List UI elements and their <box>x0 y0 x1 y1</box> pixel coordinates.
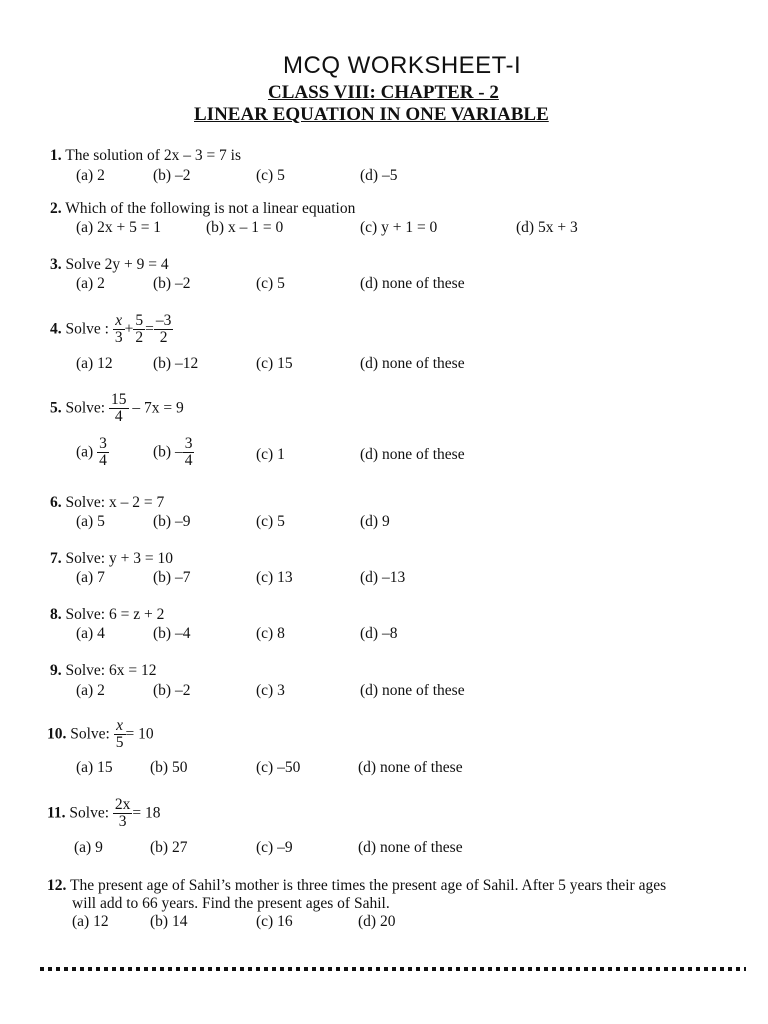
option-b: (b) –2 <box>153 275 191 292</box>
fraction-15-over-4 <box>109 392 129 426</box>
question-7 <box>50 550 173 568</box>
option-a: (a) 12 <box>72 913 109 930</box>
option-a <box>76 436 109 470</box>
option-d: (d) –13 <box>360 569 406 586</box>
fraction-x-over-3 <box>113 313 125 347</box>
question-text: Solve: <box>70 725 110 743</box>
subject-heading: LINEAR EQUATION IN ONE VARIABLE <box>194 104 549 125</box>
question-text: Solve: 6 = z + 2 <box>65 606 165 623</box>
question-number: 9. <box>50 662 62 679</box>
option-d: (d) –8 <box>360 625 398 642</box>
question-text: Solve: x – 2 = 7 <box>65 494 165 511</box>
numerator: 3 <box>184 435 193 452</box>
question-number: 2. <box>50 200 62 217</box>
question-number: 4. <box>50 320 62 338</box>
denominator: 3 <box>114 329 123 347</box>
question-number: 3. <box>50 256 62 273</box>
question-number: 6. <box>50 494 62 511</box>
question-10 <box>47 718 154 752</box>
option-c: (c) 15 <box>256 355 293 372</box>
question-number: 11. <box>47 804 66 822</box>
option-c: (c) –50 <box>256 759 301 776</box>
denominator: 2 <box>135 329 144 347</box>
option-a: (a) 2x + 5 = 1 <box>76 219 162 236</box>
class-chapter-heading: CLASS VIII: CHAPTER - 2 <box>268 82 499 103</box>
question-text: The present age of Sahil’s mother is three times the present age of Sahil. After 5 years their ages <box>69 877 667 894</box>
option-a: (a) 4 <box>76 625 105 642</box>
option-a: (a) 2 <box>76 275 105 292</box>
equals-sign: = <box>145 320 154 338</box>
option-b: (b) –9 <box>153 513 191 530</box>
question-text: The solution of 2x – 3 = 7 is <box>65 147 242 164</box>
numerator: x <box>114 718 126 735</box>
numerator: –3 <box>155 312 172 329</box>
option-b: (b) –4 <box>153 625 191 642</box>
question-9 <box>50 662 156 680</box>
equation-rest: – 7x = 9 <box>132 399 184 417</box>
option-label: (a) <box>76 443 94 461</box>
numerator: 2x <box>114 796 131 813</box>
option-b: (b) 50 <box>150 759 188 776</box>
option-a: (a) 2 <box>76 167 105 184</box>
question-number: 8. <box>50 606 62 623</box>
fraction-3-over-4 <box>97 436 109 470</box>
option-c: (c) 5 <box>256 167 285 184</box>
option-c: (c) 5 <box>256 513 285 530</box>
question-number: 5. <box>50 399 62 417</box>
denominator: 4 <box>99 452 107 470</box>
option-d: (d) none of these <box>360 355 465 372</box>
question-text: Which of the following is not a linear equation <box>65 200 356 217</box>
question-number: 7. <box>50 550 62 567</box>
option-b: (b) –12 <box>153 355 199 372</box>
option-c: (c) 8 <box>256 625 285 642</box>
question-text: Solve: <box>69 804 110 822</box>
question-11 <box>47 797 161 831</box>
fraction-neg3-over-2 <box>154 313 174 347</box>
option-d: (d) none of these <box>358 839 463 856</box>
option-d: (d) none of these <box>360 682 465 699</box>
question-text: Solve: <box>65 399 106 417</box>
question-2 <box>50 200 355 218</box>
question-1 <box>50 147 241 165</box>
option-b: (b) 14 <box>150 913 188 930</box>
option-d: (d) 9 <box>360 513 390 530</box>
fraction-3-over-4 <box>183 436 195 470</box>
option-c: (c) 13 <box>256 569 293 586</box>
option-c: (c) –9 <box>256 839 293 856</box>
question-3 <box>50 256 169 274</box>
option-c: (c) 1 <box>256 446 285 463</box>
fraction-x-over-5 <box>114 718 126 752</box>
option-d: (d) 20 <box>358 913 396 930</box>
denominator: 3 <box>118 813 127 831</box>
option-c: (c) y + 1 = 0 <box>360 219 438 236</box>
question-8 <box>50 606 164 624</box>
numerator: 3 <box>99 435 107 452</box>
equation-rest: = 18 <box>132 804 161 822</box>
option-c: (c) 16 <box>256 913 293 930</box>
option-b: (b) x – 1 = 0 <box>206 219 284 236</box>
question-4 <box>50 313 173 347</box>
option-d: (d) none of these <box>358 759 463 776</box>
fraction-5-over-2 <box>133 313 145 347</box>
dotted-separator <box>40 967 746 971</box>
option-a: (a) 2 <box>76 682 105 699</box>
option-d: (d) –5 <box>360 167 398 184</box>
option-b: (b) –2 <box>153 682 191 699</box>
question-6 <box>50 494 164 512</box>
option-d: (d) none of these <box>360 275 465 292</box>
denominator: 5 <box>115 734 124 752</box>
option-a: (a) 12 <box>76 355 113 372</box>
denominator: 4 <box>114 408 123 426</box>
question-number: 12. <box>47 877 67 894</box>
denominator: 4 <box>184 452 193 470</box>
question-number: 10. <box>47 725 67 743</box>
question-text: Solve : <box>65 320 109 338</box>
option-label: (b) – <box>153 443 183 461</box>
question-text: Solve 2y + 9 = 4 <box>65 256 169 273</box>
question-5 <box>50 392 184 426</box>
numerator: x <box>113 313 125 330</box>
option-b: (b) –2 <box>153 167 191 184</box>
fraction-2x-over-3 <box>113 797 133 831</box>
denominator: 2 <box>159 329 168 347</box>
question-12 <box>47 877 666 895</box>
question-12-continued: will add to 66 years. Find the present ages of Sahil. <box>72 895 390 912</box>
numerator: 15 <box>111 391 127 408</box>
option-b: (b) –7 <box>153 569 191 586</box>
option-a: (a) 9 <box>74 839 103 856</box>
plus-sign: + <box>124 320 134 338</box>
worksheet-title: MCQ WORKSHEET-I <box>283 52 522 79</box>
question-number: 1. <box>50 147 62 164</box>
option-d: (d) none of these <box>360 446 465 463</box>
option-b: (b) 27 <box>150 839 188 856</box>
option-c: (c) 5 <box>256 275 285 292</box>
equation-rest: = 10 <box>125 725 154 743</box>
option-a: (a) 7 <box>76 569 105 586</box>
option-c: (c) 3 <box>256 682 285 699</box>
option-a: (a) 5 <box>76 513 105 530</box>
question-text: Solve: y + 3 = 10 <box>65 550 173 567</box>
numerator: 5 <box>135 312 144 329</box>
question-text: Solve: 6x = 12 <box>65 662 157 679</box>
option-a: (a) 15 <box>76 759 113 776</box>
option-d: (d) 5x + 3 <box>516 219 578 236</box>
option-b <box>153 436 194 470</box>
